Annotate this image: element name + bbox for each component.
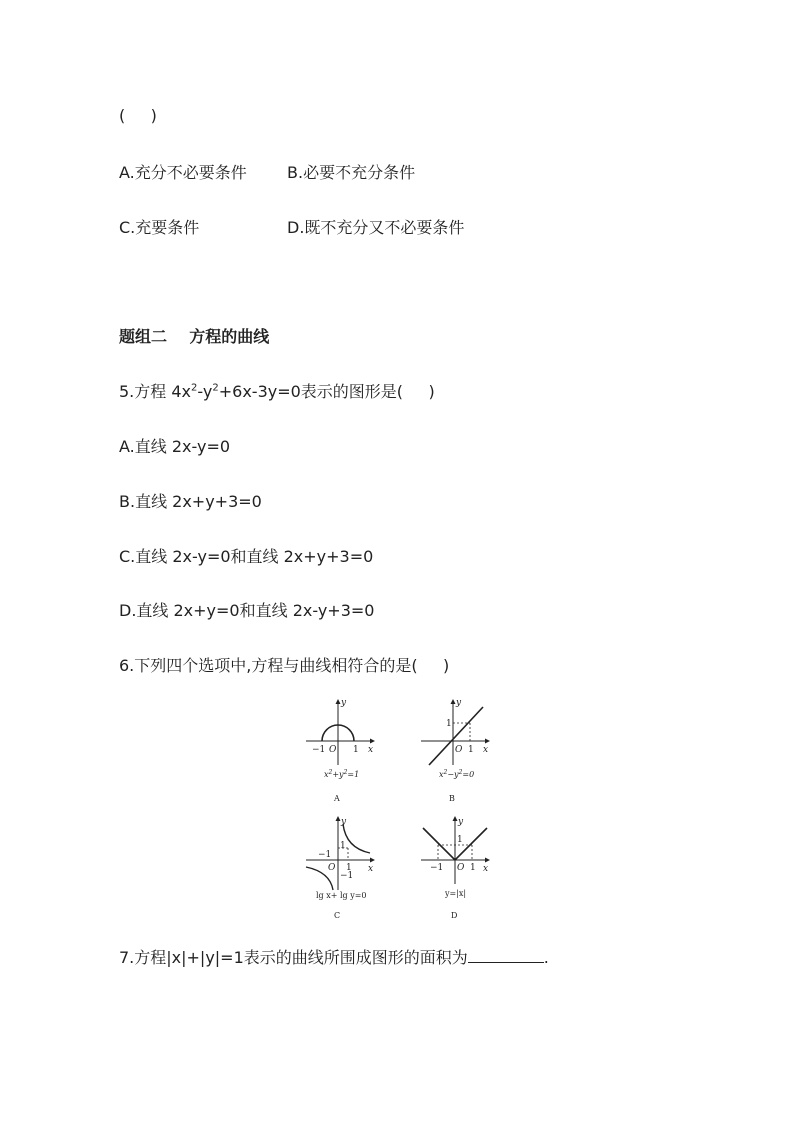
q4-option-a: A.充分不必要条件 [119, 163, 247, 182]
figure-a-x-arrow [370, 739, 375, 744]
q4-option-c: C.充要条件 [119, 218, 200, 237]
figure-c-curve-right [343, 824, 370, 853]
figure-a-label: A [334, 794, 340, 803]
q5-option-a: A.直线 2x-y=0 [119, 437, 231, 456]
figure-b-one-x: 1 [468, 745, 474, 755]
figure-d-absolute [415, 812, 495, 927]
figure-d-y-arrow [453, 816, 458, 821]
figure-a-equation: $x^2+y^2=1$ [324, 769, 360, 779]
q5-stem-part: -y [197, 382, 213, 401]
q5-option-c: C.直线 2x-y=0和直线 2x+y+3=0 [119, 547, 374, 566]
figure-b-label: B [449, 794, 455, 803]
figure-c-x-arrow [370, 858, 375, 863]
figure-a-y-label: y [341, 698, 347, 708]
figure-b-x-label: x [483, 745, 489, 755]
figure-c-one-y: 1 [340, 841, 346, 851]
q5-exponent: 2 [212, 382, 219, 394]
q5-exponent: 2 [191, 382, 198, 394]
figure-a-x-label: x [368, 745, 374, 755]
q4-option-b: B.必要不充分条件 [287, 163, 416, 182]
figure-c-y-label: y [341, 817, 347, 827]
figure-c-origin: O [328, 863, 336, 873]
figure-d-equation: y=|x| [445, 889, 467, 898]
figure-b-curve [429, 707, 483, 765]
figure-c-equation: lg x+ lg y=0 [316, 891, 367, 900]
figure-b-x-arrow [485, 739, 490, 744]
q7-answer-blank [468, 948, 544, 963]
figure-c-neg1-y: −1 [340, 871, 354, 881]
figure-c-hyperbola [300, 812, 380, 927]
figure-a-semicircle [300, 695, 380, 810]
q5-stem-part: +6x-3y=0表示的图形是( ) [218, 382, 435, 401]
group2-title: 题组二 方程的曲线 [119, 327, 270, 346]
figure-c-x-label: x [368, 864, 374, 874]
q7-stem-text: 7.方程|x|+|y|=1表示的曲线所围成图形的面积为 [119, 948, 468, 967]
q5-option-d: D.直线 2x+y=0和直线 2x-y+3=0 [119, 601, 375, 620]
q5-stem-part: 5.方程 4x [119, 382, 192, 401]
q7-stem-end: . [543, 948, 549, 967]
figure-c-one-x: 1 [346, 863, 352, 873]
figure-b-equation: $x^2-y^2=0$ [439, 769, 475, 779]
figure-a-neg1: −1 [312, 745, 326, 755]
figure-d-label: D [451, 911, 458, 920]
figure-d-one-y: 1 [457, 835, 463, 845]
figure-b-y-label: y [456, 698, 462, 708]
figure-a-y-arrow [336, 699, 341, 704]
q7-stem [119, 948, 549, 968]
q6-stem: 6.下列四个选项中,方程与曲线相符合的是( ) [119, 656, 450, 675]
figure-d-y-label: y [458, 817, 464, 827]
figure-b-origin: O [455, 745, 463, 755]
figure-b-one-y: 1 [446, 719, 452, 729]
figure-d-x-arrow [485, 858, 490, 863]
figure-b-y-arrow [451, 699, 456, 704]
figure-d-neg1: −1 [430, 863, 444, 873]
figure-a-one: 1 [353, 745, 359, 755]
q5-stem [119, 382, 435, 402]
figure-c-y-arrow [336, 816, 341, 821]
q4-answer-paren: ( ) [119, 106, 157, 125]
q4-option-d: D.既不充分又不必要条件 [287, 218, 465, 237]
figure-c-neg1-x: −1 [318, 850, 332, 860]
figure-b-line [415, 695, 495, 810]
figure-d-origin: O [457, 863, 465, 873]
figure-d-one-x: 1 [470, 863, 476, 873]
figure-d-x-label: x [483, 864, 489, 874]
figure-c-label: C [334, 911, 341, 920]
q5-option-b: B.直线 2x+y+3=0 [119, 492, 262, 511]
figure-a-origin: O [329, 745, 337, 755]
